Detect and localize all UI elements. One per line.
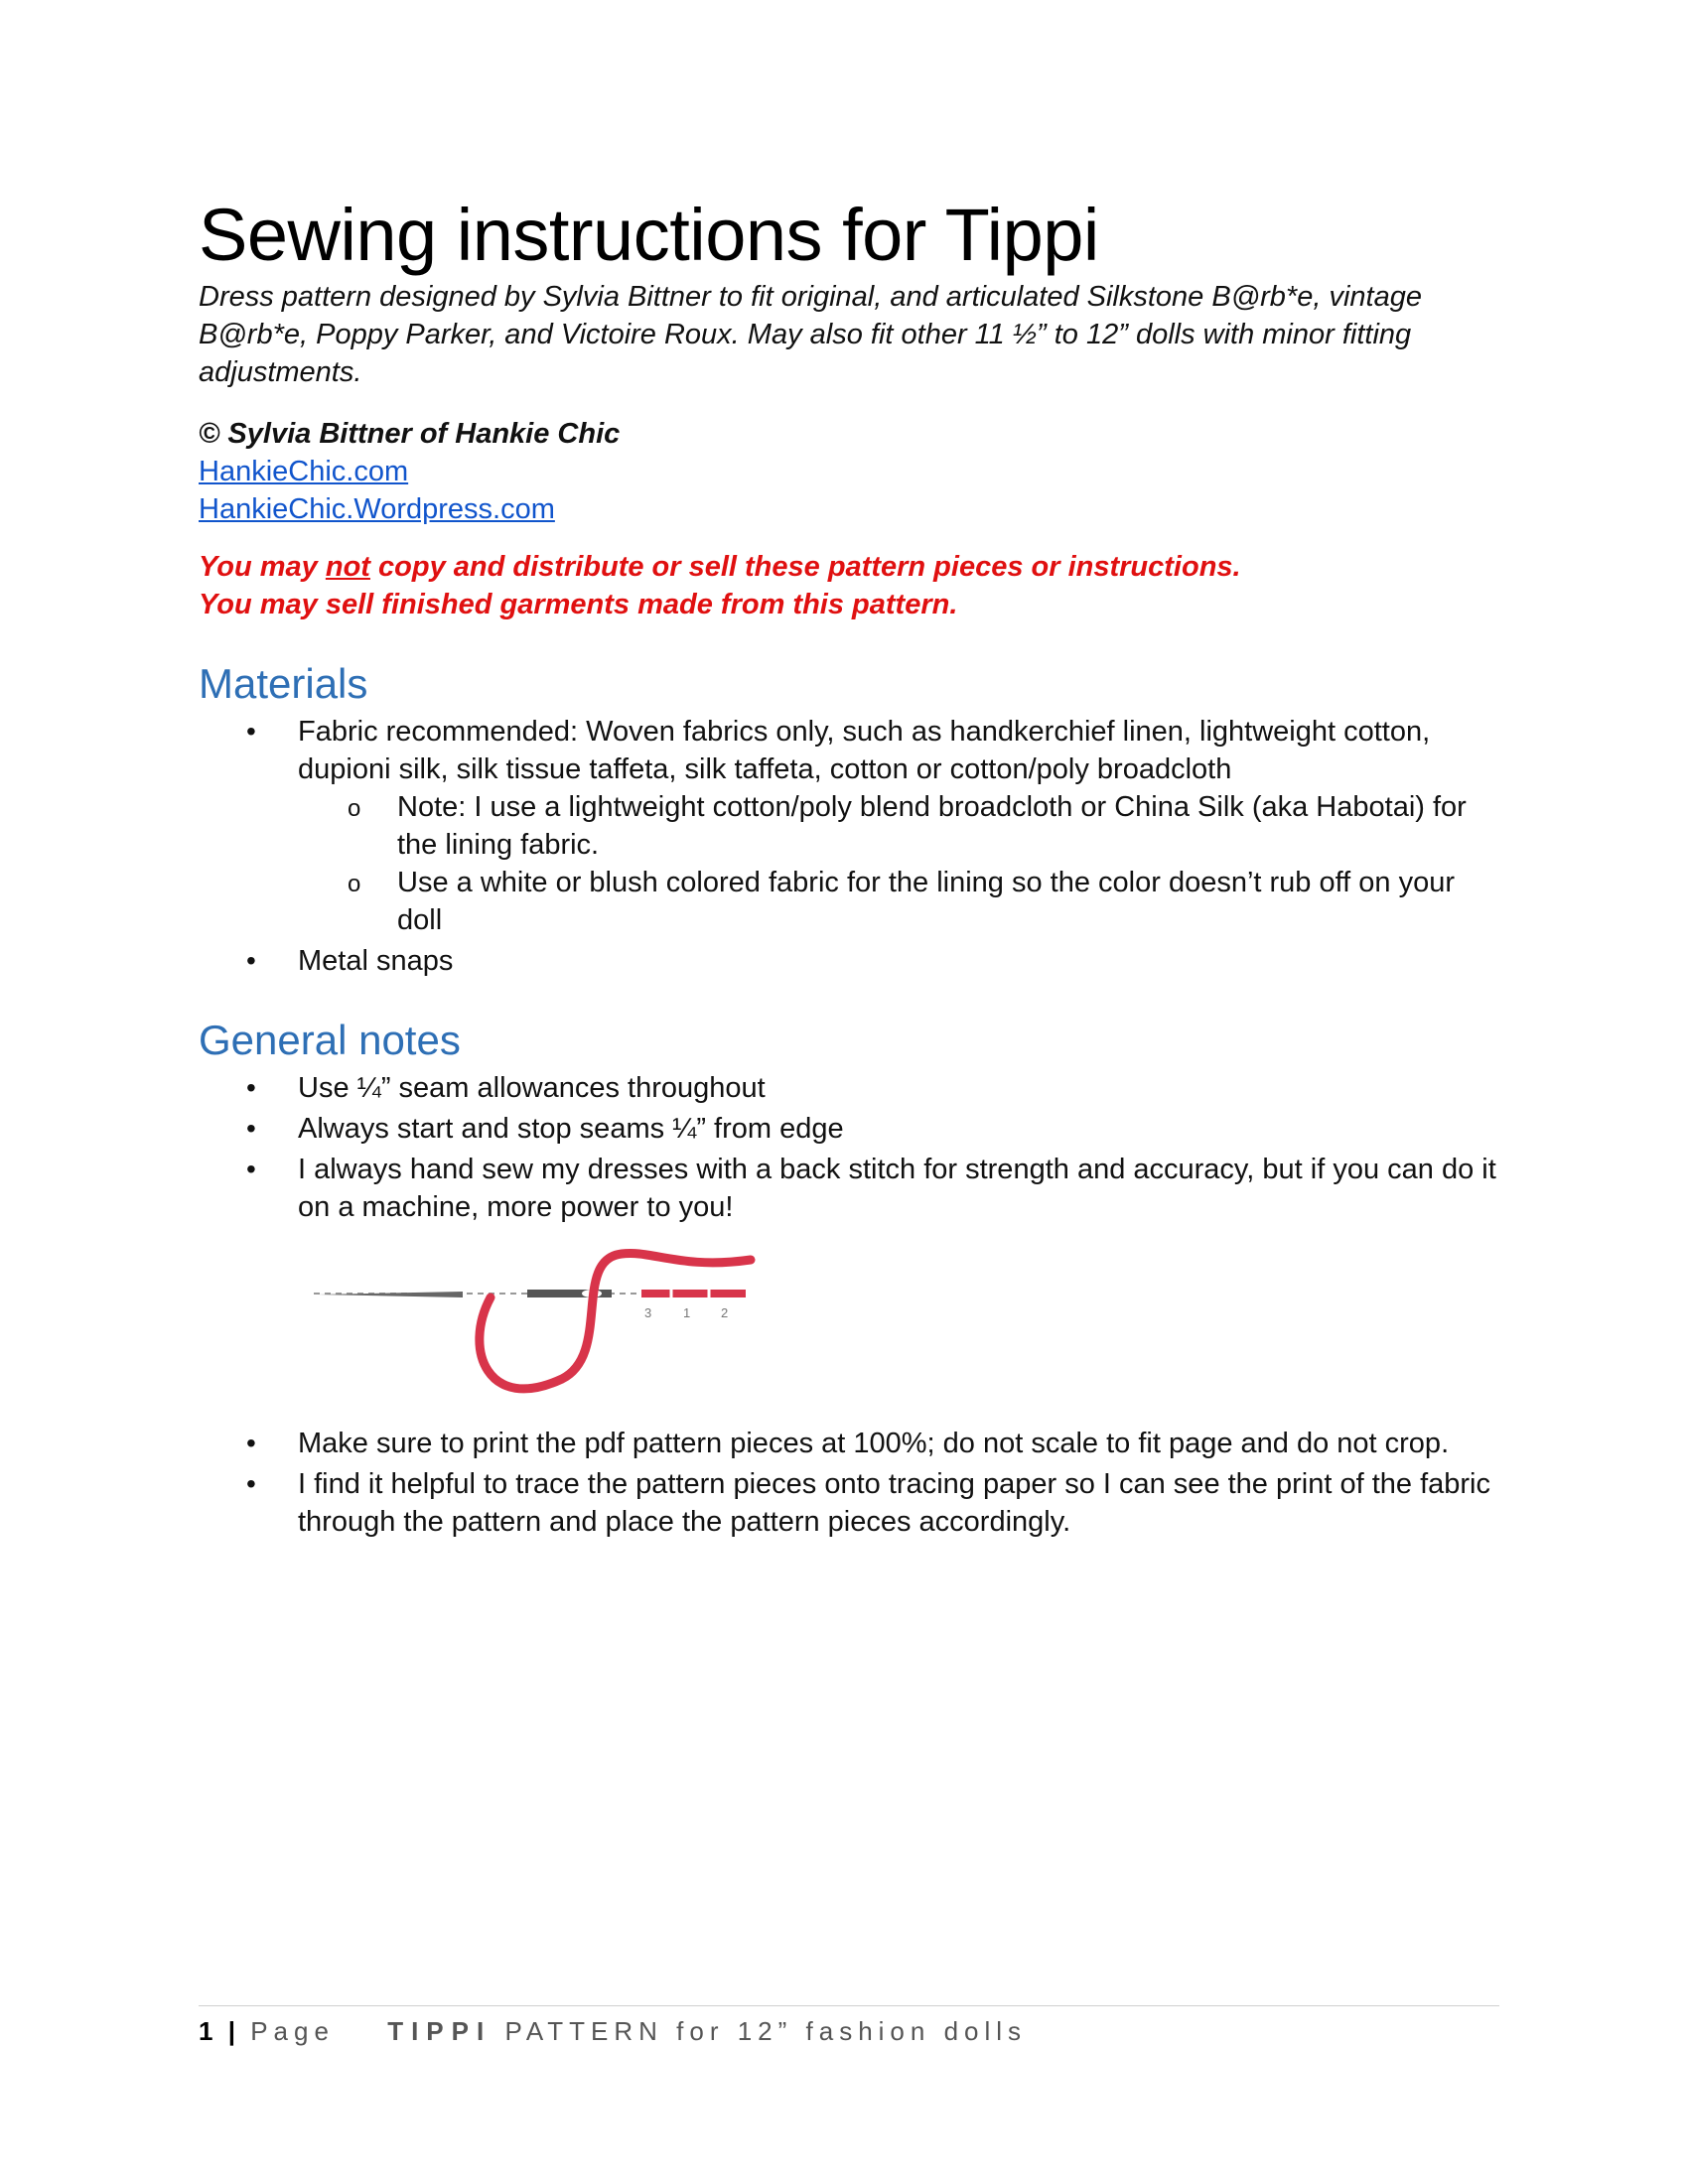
footer-separator: | xyxy=(227,2016,237,2046)
materials-item-fabric: Fabric recommended: Woven fabrics only, such as handkerchief linen, lightweight cotton, dupioni silk, silk tissue taffeta, silk taffeta, cotton or cotton/poly broadcloth xyxy=(298,715,1431,785)
list-item: o Note: I use a lightweight cotton/poly blend broadcloth or China Silk (aka Habotai) for the lining fabric. xyxy=(199,788,1499,864)
list-item: • Make sure to print the pdf pattern pieces at 100%; do not scale to fit page and do not crop. xyxy=(199,1425,1499,1462)
footer-page-word: Page xyxy=(250,2016,335,2046)
link-hankiechic[interactable]: HankieChic.com xyxy=(199,455,409,487)
footer-tippi: TIPPI xyxy=(387,2016,492,2046)
stitch-label-1: 1 xyxy=(683,1304,691,1320)
page-content xyxy=(199,194,1499,1544)
copy-warning xyxy=(199,548,1499,623)
materials-heading: Materials xyxy=(199,659,368,707)
list-item: o Use a white or blush colored fabric for the lining so the color doesn’t rub off on your doll xyxy=(199,864,1499,939)
needle-left-tip xyxy=(318,1292,463,1297)
list-item: • Always start and stop seams ¼” from edge xyxy=(199,1110,1499,1148)
warning-not: not xyxy=(325,550,370,583)
general-notes-heading: General notes xyxy=(199,1016,461,1063)
warning-post: copy and distribute or sell these pattern pieces or instructions. xyxy=(369,550,1241,583)
link-hankiechic-wordpress[interactable]: HankieChic.Wordpress.com xyxy=(199,492,555,525)
page-subtitle: Dress pattern designed by Sylvia Bittner to fit original, and articulated Silkstone B@rb*e, vintage B@rb*e, Poppy Parker, and Victoire Roux. May also fit other 11 ½” to 12” dolls with minor fitting adjustments. xyxy=(199,280,1422,388)
materials-sublist xyxy=(199,788,1499,939)
list-item: • Use ¼” seam allowances throughout xyxy=(199,1069,1499,1107)
page-footer xyxy=(199,2005,1499,2047)
stitch-label-2: 2 xyxy=(721,1304,729,1320)
materials-list xyxy=(199,713,1499,980)
list-item xyxy=(199,713,1499,939)
warning-line-1 xyxy=(199,548,1499,586)
list-item: • I find it helpful to trace the pattern pieces onto tracing paper so I can see the print of the fabric through the pattern and place the pattern pieces accordingly. xyxy=(199,1465,1499,1541)
page-number: 1 xyxy=(199,2016,215,2046)
warning-line-2: You may sell finished garments made from this pattern. xyxy=(199,588,958,620)
list-item: • Metal snaps xyxy=(199,942,1499,980)
footer-pattern-text: PATTERN for 12” fashion dolls xyxy=(504,2016,1028,2046)
page-title: Sewing instructions for Tippi xyxy=(199,194,1099,276)
warning-pre: You may xyxy=(199,550,326,583)
general-notes-list-continued xyxy=(199,1425,1499,1541)
list-item: • I always hand sew my dresses with a back stitch for strength and accuracy, but if you can do it on a machine, more power to you! xyxy=(199,1151,1499,1226)
general-notes-list xyxy=(199,1069,1499,1226)
copyright-notice: © Sylvia Bittner of Hankie Chic xyxy=(199,417,621,450)
stitch-label-3: 3 xyxy=(644,1304,652,1320)
thread-loop xyxy=(480,1253,751,1388)
backstitch-diagram xyxy=(314,1240,780,1399)
